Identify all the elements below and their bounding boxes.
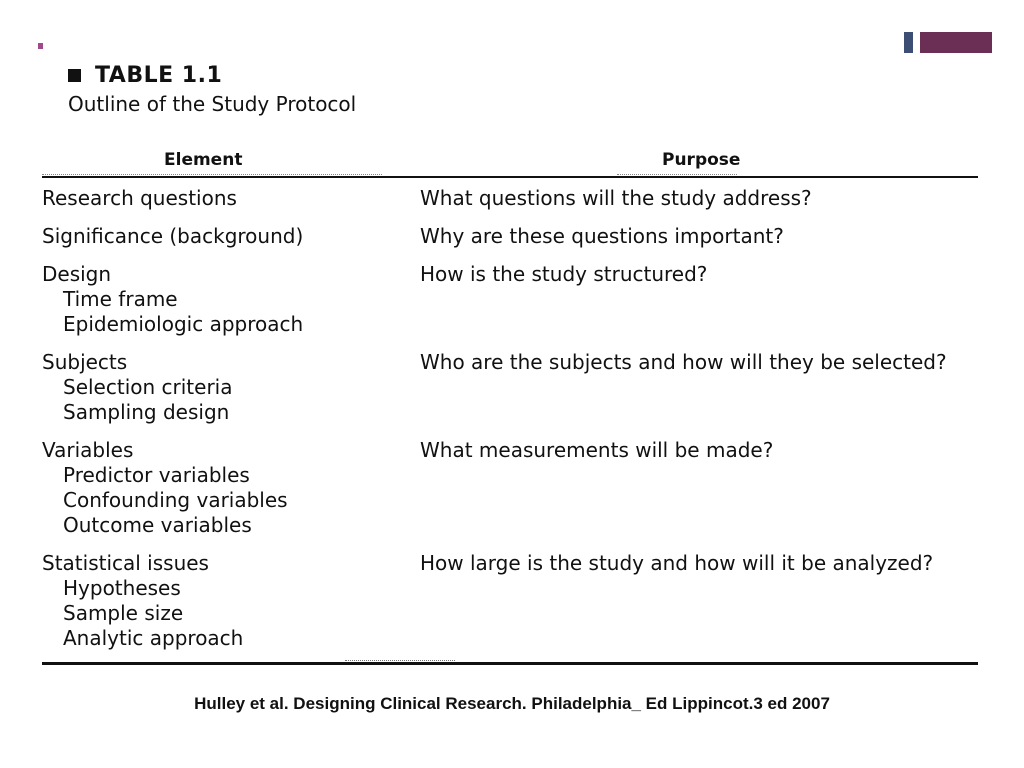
element-sub-item: Sampling design bbox=[63, 400, 230, 424]
purpose-cell: Why are these questions important? bbox=[420, 224, 784, 248]
element-sub-item: Confounding variables bbox=[63, 488, 288, 512]
element-cell bbox=[42, 438, 412, 538]
table-column-headers bbox=[42, 148, 978, 178]
table-heading bbox=[68, 63, 356, 116]
purpose-cell: How large is the study and how will it be analyzed? bbox=[420, 551, 934, 575]
column-header-purpose: Purpose bbox=[662, 150, 741, 170]
table-bottom-rule bbox=[42, 662, 978, 665]
element-sub-item: Sample size bbox=[63, 601, 184, 625]
table-bottom-dotted-rule bbox=[345, 660, 455, 661]
header-dotted-rule bbox=[617, 174, 737, 175]
table-row bbox=[42, 350, 978, 425]
square-bullet-icon bbox=[68, 69, 81, 82]
element-sub-item: Selection criteria bbox=[63, 375, 233, 399]
header-dotted-rule bbox=[42, 174, 382, 175]
element-cell bbox=[42, 551, 412, 651]
element-label: Design bbox=[42, 262, 112, 286]
element-cell bbox=[42, 350, 412, 425]
element-sub-item: Predictor variables bbox=[63, 463, 250, 487]
element-sub-item: Hypotheses bbox=[63, 576, 181, 600]
decorative-bar-wide bbox=[920, 32, 992, 53]
element-label: Subjects bbox=[42, 350, 128, 374]
slide-bullet-marker bbox=[38, 43, 43, 49]
element-label: Variables bbox=[42, 438, 134, 462]
purpose-cell: What questions will the study address? bbox=[420, 186, 812, 210]
table-body bbox=[42, 186, 978, 651]
element-cell bbox=[42, 186, 412, 211]
citation: Hulley et al. Designing Clinical Research. Philadelphia_ Ed Lippincot.3 ed 2007 bbox=[194, 694, 830, 713]
element-cell bbox=[42, 262, 412, 337]
decorative-bar-thin bbox=[904, 32, 913, 53]
table-title: TABLE 1.1 bbox=[95, 63, 223, 88]
purpose-cell: What measurements will be made? bbox=[420, 438, 774, 462]
element-cell bbox=[42, 224, 412, 249]
table-row bbox=[42, 438, 978, 538]
table-subtitle: Outline of the Study Protocol bbox=[68, 92, 357, 116]
element-sub-item: Analytic approach bbox=[63, 626, 244, 650]
column-header-element: Element bbox=[164, 150, 243, 170]
table-row bbox=[42, 224, 978, 249]
element-label: Significance (background) bbox=[42, 224, 304, 248]
purpose-cell: How is the study structured? bbox=[420, 262, 708, 286]
element-sub-item: Time frame bbox=[63, 287, 178, 311]
table-row bbox=[42, 186, 978, 211]
table-row bbox=[42, 551, 978, 651]
element-sub-item: Outcome variables bbox=[63, 513, 252, 537]
purpose-cell: Who are the subjects and how will they be selected? bbox=[420, 350, 947, 374]
table-row bbox=[42, 262, 978, 337]
element-label: Statistical issues bbox=[42, 551, 209, 575]
element-label: Research questions bbox=[42, 186, 237, 210]
element-sub-item: Epidemiologic approach bbox=[63, 312, 304, 336]
